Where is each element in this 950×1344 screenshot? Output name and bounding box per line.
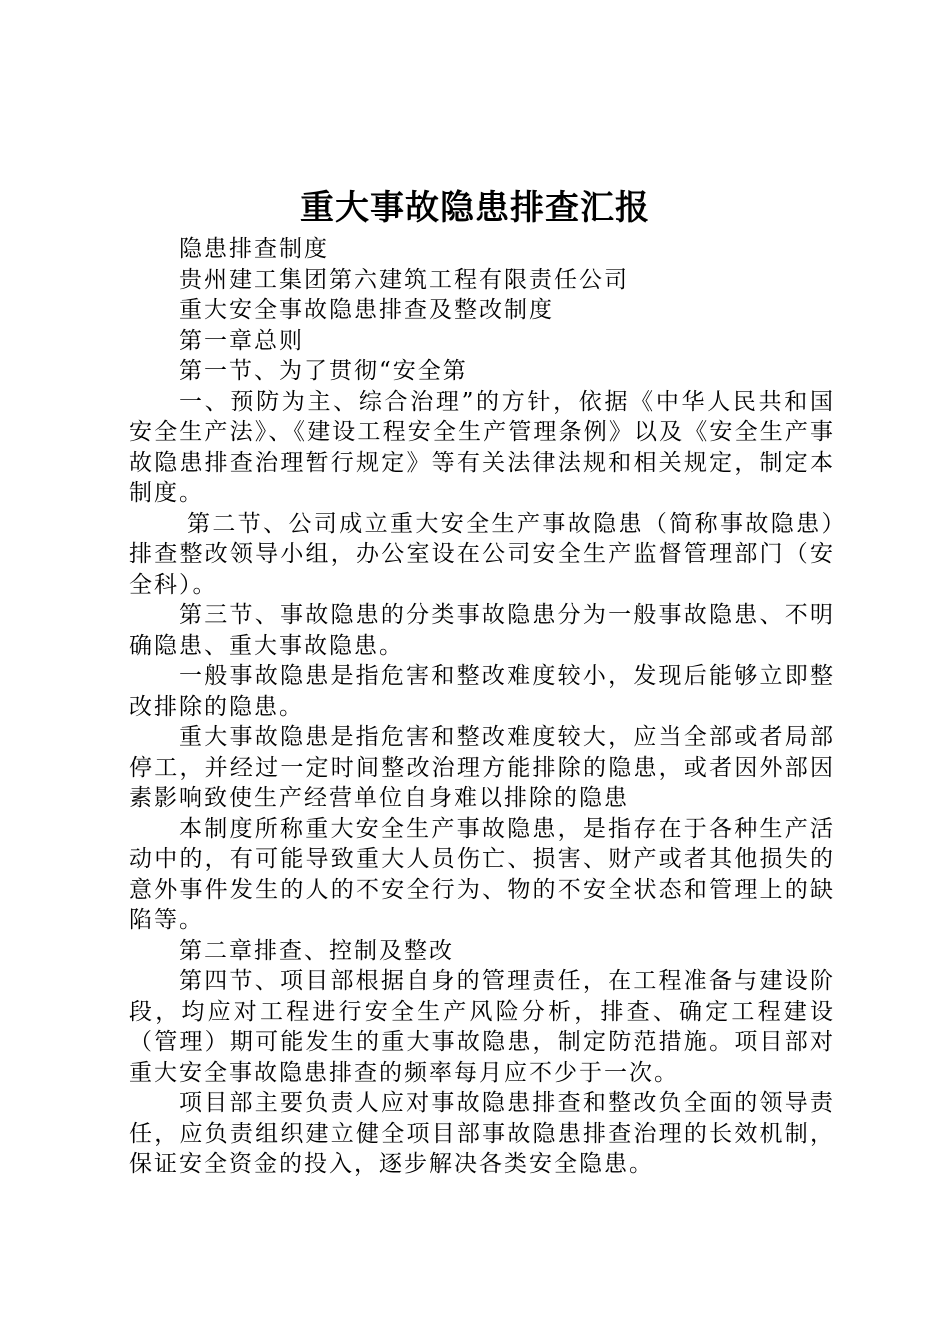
paragraph-section-four: 第四节、项目部根据自身的管理责任，在工程准备与建设阶段，均应对工程进行安全生产风险分析，排查、确定工程建设（管理）期可能发生的重大事故隐患，制定防范措施。项目部对重大安全事故隐患排查的频率每月应不少于一次。 xyxy=(129,968,835,1086)
paragraph-company-name: 贵州建工集团第六建筑工程有限责任公司 xyxy=(179,266,629,293)
document-title: 重大事故隐患排查汇报 xyxy=(300,188,650,228)
paragraph-chapter-two: 第二章排查、控制及整改 xyxy=(179,937,454,964)
paragraph-regulation-title: 重大安全事故隐患排查及整改制度 xyxy=(179,297,554,323)
paragraph-section-two: 第二节、公司成立重大安全生产事故隐患（简称事故隐患）排查整改领导小组，办公室设在公司安全生产监督管理部门（安全科）。 xyxy=(129,510,835,598)
document-body xyxy=(129,234,835,1180)
paragraph-chapter-one: 第一章总则 xyxy=(179,327,304,354)
paragraph-policy-basis: 一、预防为主、综合治理”的方针，依据《中华人民共和国安全生产法》、《建设工程安全生产管理条例》以及《安全生产事故隐患排查治理暂行规定》等有关法律法规和相关规定，制定本制度。 xyxy=(129,388,835,506)
paragraph-section-one: 第一节、为了贯彻“安全第 xyxy=(179,358,468,384)
paragraph-system-name: 隐患排查制度 xyxy=(179,236,329,262)
paragraph-general-hazard: 一般事故隐患是指危害和整改难度较小，发现后能够立即整改排除的隐患。 xyxy=(129,663,835,720)
paragraph-responsibility: 项目部主要负责人应对事故隐患排查和整改负全面的领导责任，应负责组织建立健全项目部事故隐患排查治理的长效机制，保证安全资金的投入，逐步解决各类安全隐患。 xyxy=(129,1090,835,1177)
paragraph-major-hazard: 重大事故隐患是指危害和整改难度较大，应当全部或者局部停工，并经过一定时间整改治理方能排除的隐患，或者因外部因素影响致使生产经营单位自身难以排除的隐患 xyxy=(129,724,835,811)
paragraph-section-three: 第三节、事故隐患的分类事故隐患分为一般事故隐患、不明确隐患、重大事故隐患。 xyxy=(129,602,835,659)
paragraph-definition: 本制度所称重大安全生产事故隐患，是指存在于各种生产活动中的，有可能导致重大人员伤亡、损害、财产或者其他损失的意外事件发生的人的不安全行为、物的不安全状态和管理上的缺陷等。 xyxy=(129,815,835,933)
